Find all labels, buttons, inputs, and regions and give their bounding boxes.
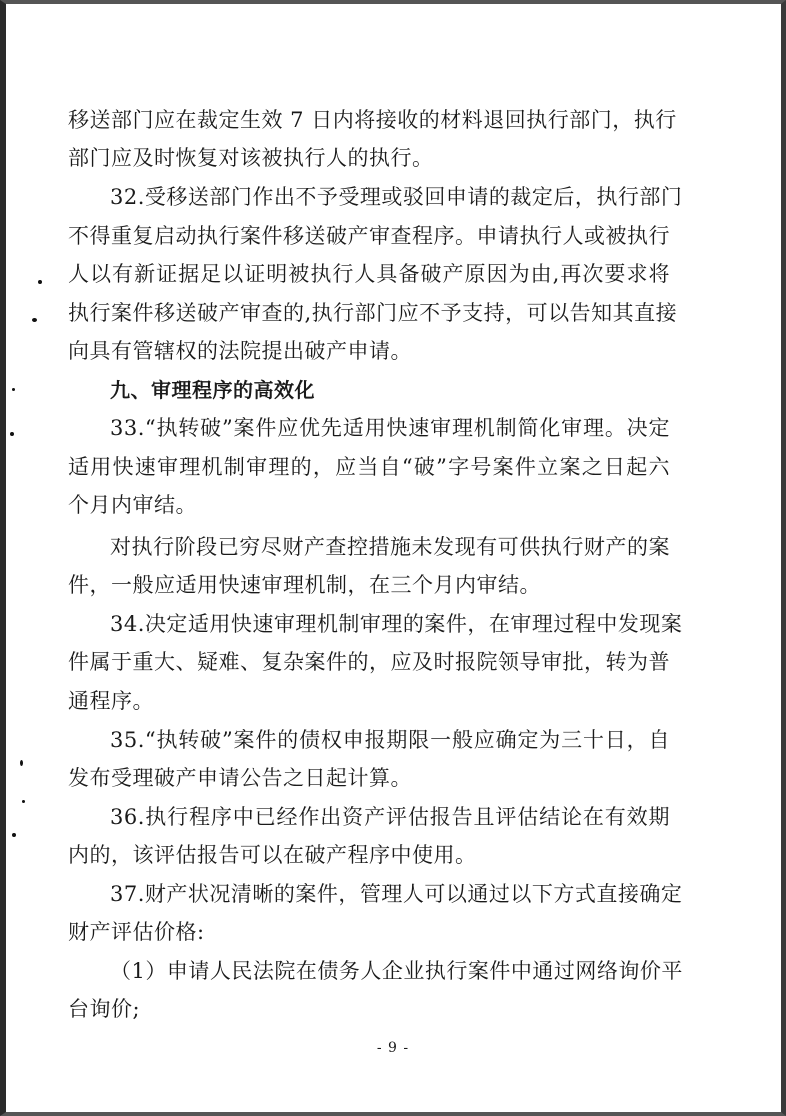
paragraph-35-start: 35.“执转破”案件的债权申报期限一般应确定为三十日，自 (110, 728, 670, 752)
speck (10, 432, 14, 436)
page-number: - 9 - (376, 1040, 410, 1056)
text-line: 发布受理破产申请公告之日起计算。 (68, 766, 412, 790)
paragraph-32-start: 32.受移送部门作出不予受理或驳回申请的裁定后，执行部门 (110, 185, 683, 209)
text-line: 部门应及时恢复对该被执行人的执行。 (68, 146, 434, 170)
speck (32, 318, 37, 322)
text-line: 通程序。 (68, 689, 154, 713)
section-heading: 九、审理程序的高效化 (110, 378, 315, 402)
list-item-1-start: （1）申请人民法院在债务人企业执行案件中通过网络询价平 (110, 959, 683, 983)
speck (12, 833, 16, 837)
speck (20, 760, 23, 766)
paragraph-36-start: 36.执行程序中已经作出资产评估报告且评估结论在有效期 (110, 805, 670, 829)
text-line: 执行案件移送破产审查的,执行部门应不予支持，可以告知其直接 (68, 301, 678, 325)
text-line: 移送部门应在裁定生效 7 日内将接收的材料退回执行部门，执行 (68, 108, 677, 132)
text-line: 件，一般应适用快速审理机制，在三个月内审结。 (68, 573, 541, 597)
paragraph-start: 对执行阶段已穷尽财产查控措施未发现有可供执行财产的案 (110, 535, 670, 559)
text-line: 向具有管辖权的法院提出破产申请。 (68, 339, 412, 363)
speck (22, 800, 25, 803)
text-line: 不得重复启动执行案件移送破产审查程序。申请执行人或被执行 (68, 224, 670, 248)
text-line: 台询价; (68, 997, 141, 1021)
speck (12, 388, 15, 391)
paragraph-34-start: 34.决定适用快速审理机制审理的案件，在审理过程中发现案 (110, 612, 683, 636)
text-line: 内的，该评估报告可以在破产程序中使用。 (68, 843, 477, 867)
text-line: 件属于重大、疑难、复杂案件的，应及时报院领导审批，转为普 (68, 650, 670, 674)
text-line: 财产评估价格: (68, 920, 205, 944)
speck (38, 280, 42, 284)
text-line: 个月内审结。 (68, 493, 197, 517)
text-line: 适用快速审理机制审理的，应当自“破”字号案件立案之日起六 (68, 455, 670, 479)
paragraph-37-start: 37.财产状况清晰的案件，管理人可以通过以下方式直接确定 (110, 882, 683, 906)
text-line: 人以有新证据足以证明被执行人具备破产原因为由,再次要求将 (68, 262, 670, 286)
paragraph-33-start: 33.“执转破”案件应优先适用快速审理机制简化审理。决定 (110, 416, 670, 440)
